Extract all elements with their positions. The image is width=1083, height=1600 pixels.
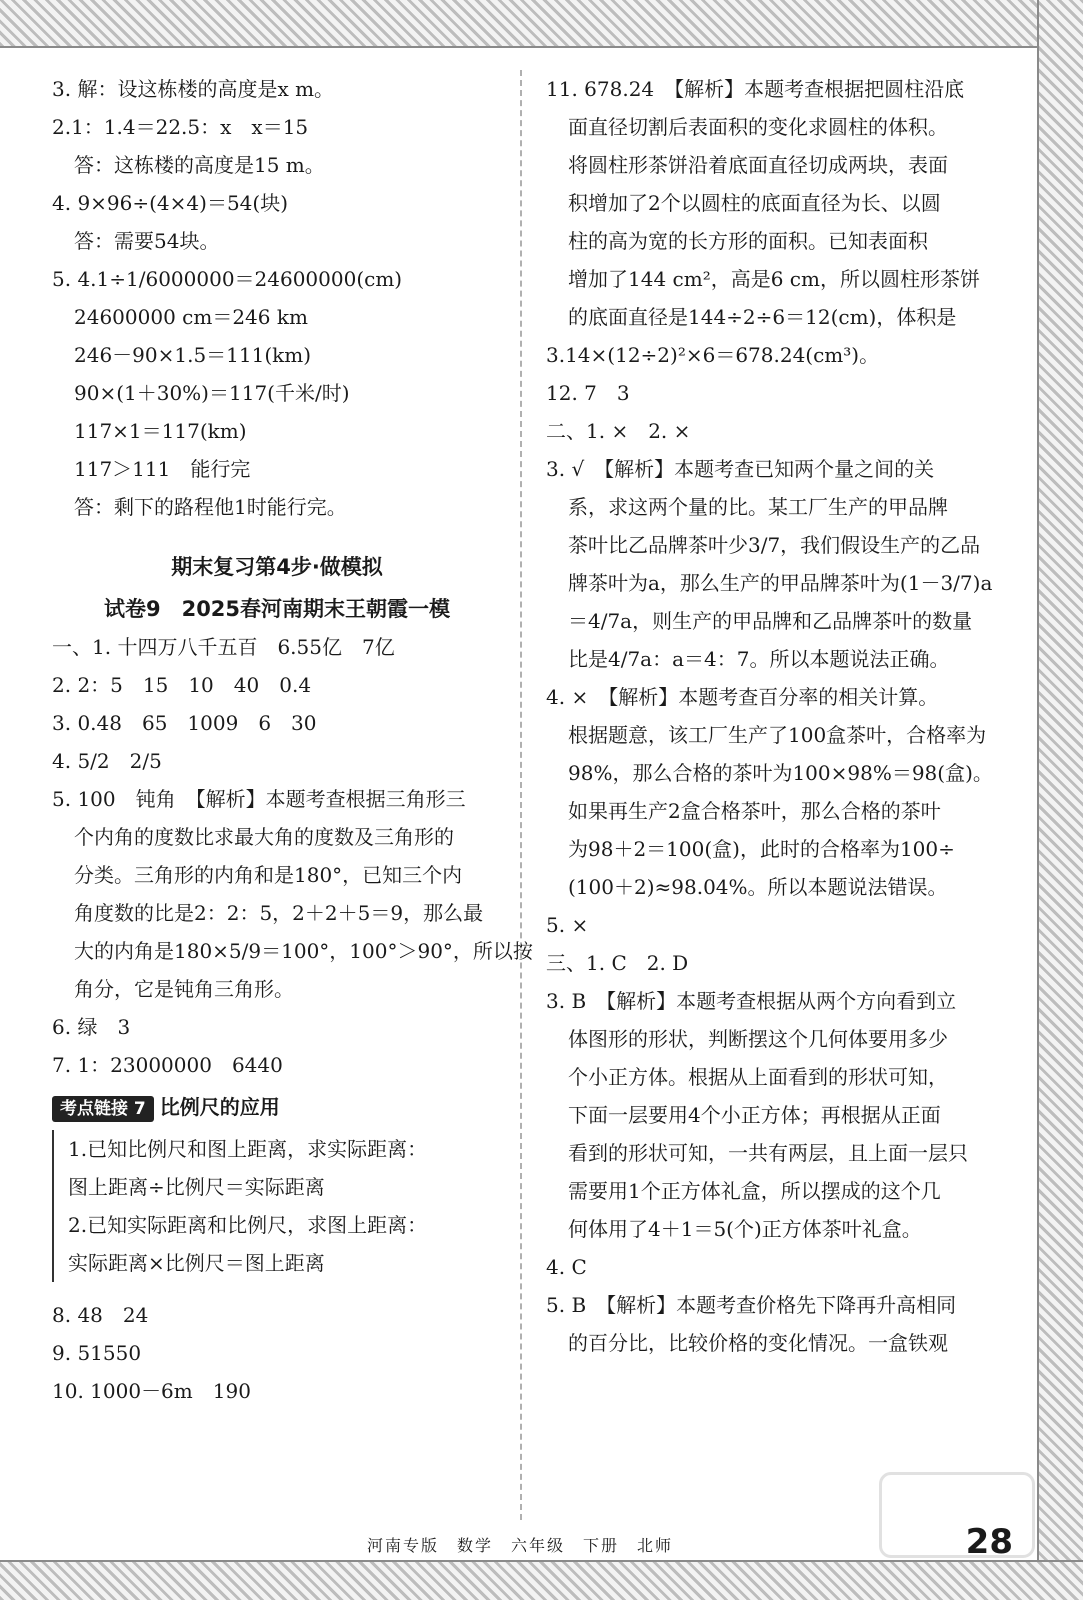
text-line: 11. 678.24 【解析】本题考查根据把圆柱沿底	[546, 77, 965, 101]
text-line: 一、1. 十四万八千五百 6.55亿 7亿	[52, 635, 395, 659]
knowledge-link	[52, 1088, 502, 1126]
text-line: 24600000 cm＝246 km	[74, 305, 308, 329]
text-line: 的底面直径是144÷2÷6＝12(cm)，体积是	[568, 305, 957, 329]
text-line: 3.14×(12÷2)²×6＝678.24(cm³)。	[546, 343, 880, 367]
text-line: 如果再生产2盒合格茶叶，那么合格的茶叶	[568, 799, 941, 823]
text-line: 答：需要54块。	[74, 229, 220, 253]
left-column	[52, 70, 533, 1410]
text-line: 5. B 【解析】本题考查价格先下降再升高相同	[546, 1293, 957, 1317]
column-divider	[520, 70, 522, 1520]
text-line: 角分，它是钝角三角形。	[74, 977, 294, 1001]
decorative-border-right	[1037, 0, 1083, 1600]
text-line: 需要用1个正方体礼盒，所以摆成的这个几	[568, 1179, 941, 1203]
text-line: 4. × 【解析】本题考查百分率的相关计算。	[546, 685, 939, 709]
text-line: 98%，那么合格的茶叶为100×98%＝98(盒)。	[568, 761, 993, 785]
text-line: 2.1：1.4＝22.5：x x＝15	[52, 115, 309, 139]
text-line: 何体用了4＋1＝5(个)正方体茶叶礼盒。	[568, 1217, 922, 1241]
text-line: 5. ×	[546, 913, 589, 937]
text-line: 分类。三角形的内角和是180°，已知三个内	[74, 863, 463, 887]
text-line: 246－90×1.5＝111(km)	[74, 343, 312, 367]
tag-label: 考点链接 7	[52, 1096, 154, 1122]
text-line: 柱的高为宽的长方形的面积。已知表面积	[568, 229, 928, 253]
text-line: 2.已知实际距离和比例尺，求图上距离：	[68, 1213, 428, 1237]
text-line: 4. 5/2 2/5	[52, 749, 162, 773]
text-line: 117＞111 能行完	[74, 457, 251, 481]
text-line: 4. 9×96÷(4×4)＝54(块)	[52, 191, 288, 215]
text-line: 个小正方体。根据从上面看到的形状可知，	[568, 1065, 948, 1089]
text-line: 1.已知比例尺和图上距离，求实际距离：	[68, 1137, 428, 1161]
text-line: 二、1. × 2. ×	[546, 419, 691, 443]
text-line: 10. 1000－6m 190	[52, 1379, 251, 1403]
text-line: 大的内角是180×5/9＝100°，100°＞90°，所以按	[74, 939, 533, 963]
text-line: 增加了144 cm²，高是6 cm，所以圆柱形茶饼	[568, 267, 980, 291]
text-line: 三、1. C 2. D	[546, 951, 689, 975]
text-line: 6. 绿 3	[52, 1015, 131, 1039]
text-line: 系，求这两个量的比。某工厂生产的甲品牌	[568, 495, 948, 519]
text-line: 4. C	[546, 1255, 587, 1279]
text-line: 体图形的形状，判断摆这个几何体要用多少	[568, 1027, 948, 1051]
text-line: 3. 解：设这栋楼的高度是x m。	[52, 77, 335, 101]
text-line: 3. B 【解析】本题考查根据从两个方向看到立	[546, 989, 957, 1013]
decorative-border-bottom	[0, 1560, 1083, 1600]
text-line: 图上距离÷比例尺＝实际距离	[68, 1175, 325, 1199]
text-line: (100＋2)≈98.04%。所以本题说法错误。	[568, 875, 948, 899]
text-line: 117×1＝117(km)	[74, 419, 247, 443]
text-line: ＝4/7a，则生产的甲品牌和乙品牌茶叶的数量	[568, 609, 973, 633]
text-line: 牌茶叶为a，那么生产的甲品牌茶叶为(1－3/7)a	[568, 571, 993, 595]
text-line: 5. 100 钝角 【解析】本题考查根据三角形三	[52, 787, 466, 811]
text-line: 面直径切割后表面积的变化求圆柱的体积。	[568, 115, 948, 139]
text-line: 看到的形状可知，一共有两层，且上面一层只	[568, 1141, 968, 1165]
text-line: 90×(1＋30%)＝117(千米/时)	[74, 381, 350, 405]
knowledge-box	[52, 1130, 502, 1282]
text-line: 角度数的比是2：2：5，2＋2＋5＝9，那么最	[74, 901, 484, 925]
decorative-border-top	[0, 0, 1083, 48]
paper-title: 试卷9 2025春河南期末王朝霞一模	[103, 597, 451, 621]
right-column	[546, 70, 1016, 1362]
text-line: 5. 4.1÷1/6000000＝24600000(cm)	[52, 267, 403, 291]
text-line: 积增加了2个以圆柱的底面直径为长、以圆	[568, 191, 941, 215]
text-line: 茶叶比乙品牌茶叶少3/7，我们假设生产的乙品	[568, 533, 981, 557]
text-line: 2. 2：5 15 10 40 0.4	[52, 673, 312, 697]
text-line: 答：这栋楼的高度是15 m。	[74, 153, 325, 177]
text-line: 答：剩下的路程他1时能行完。	[74, 495, 347, 519]
text-line: 9. 51550	[52, 1341, 142, 1365]
text-line: 3. 0.48 65 1009 6 30	[52, 711, 317, 735]
page-number: 28	[965, 1522, 1013, 1562]
section-title: 期末复习第4步·做模拟	[171, 555, 383, 579]
text-line: 12. 7 3	[546, 381, 630, 405]
footer-text: 河南专版 数学 六年级 下册 北师	[366, 1536, 673, 1555]
text-line: 个内角的度数比求最大角的度数及三角形的	[74, 825, 454, 849]
text-line: 3. √ 【解析】本题考查已知两个量之间的关	[546, 457, 935, 481]
tag-title: 比例尺的应用	[159, 1095, 280, 1119]
text-line: 8. 48 24	[52, 1303, 149, 1327]
text-line: 根据题意，该工厂生产了100盒茶叶，合格率为	[568, 723, 987, 747]
text-line: 7. 1：23000000 6440	[52, 1053, 283, 1077]
text-line: 将圆柱形茶饼沿着底面直径切成两块，表面	[568, 153, 948, 177]
text-line: 的百分比，比较价格的变化情况。一盒铁观	[568, 1331, 948, 1355]
text-line: 下面一层要用4个小正方体；再根据从正面	[568, 1103, 941, 1127]
text-line: 比是4/7a：a＝4：7。所以本题说法正确。	[568, 647, 950, 671]
text-line: 为98＋2＝100(盒)，此时的合格率为100÷	[568, 837, 955, 861]
text-line: 实际距离×比例尺＝图上距离	[68, 1251, 325, 1275]
